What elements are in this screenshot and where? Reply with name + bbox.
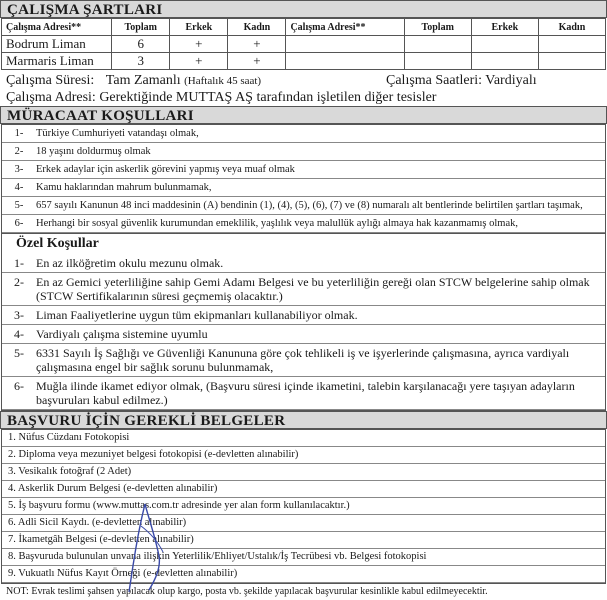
cell-empty <box>404 36 471 53</box>
cell-empty <box>538 53 605 70</box>
item-text: En az ilköğretim okulu mezunu olmak. <box>36 256 224 270</box>
note-text: NOT: Evrak teslimi şahsen yapılacak olup kargo, posta vb. şekilde yapılacak başvurular kesinlikle kabul edilmeyecektir. <box>6 586 488 597</box>
item-number: 4- <box>14 182 24 193</box>
col-header-female: Kadın <box>228 19 286 36</box>
document-item: 9. Vukuatlı Nüfus Kayıt Örneği (e-devletten alınabilir) <box>2 566 605 583</box>
item-text: Liman Faaliyetlerine uygun tüm ekipmanları kullanabiliyor olmak. <box>36 308 358 322</box>
working-hours: Çalışma Saatleri: Vardiyalı <box>386 73 537 88</box>
cell-empty <box>286 53 404 70</box>
document-item: 5. İş başvuru formu (www.muttas.com.tr adresinde yer alan form kullanılacaktır.) <box>2 498 605 515</box>
table-row <box>2 36 606 53</box>
col-header-female-2: Kadın <box>538 19 605 36</box>
item-number: 5- <box>14 200 24 211</box>
section-title-working-conditions: ÇALIŞMA ŞARTLARI <box>0 0 607 18</box>
col-header-address-2: Çalışma Adresi** <box>286 19 404 36</box>
list-item <box>2 325 605 344</box>
document-item: 7. İkametgâh Belgesi (e-devletten alınabilir) <box>2 532 605 549</box>
item-text: Muğla ilinde ikamet ediyor olmak, (Başvuru süresi içinde ikametini, talebin karşılanacağı yere taşıyan adayların başvuruları kabul edilmez.) <box>36 379 575 407</box>
cell-total: 6 <box>112 36 170 53</box>
duration-note: (Haftalık 45 saat) <box>184 75 262 87</box>
list-item <box>2 215 605 233</box>
list-item <box>2 143 605 161</box>
item-text: Herhangi bir sosyal güvenlik kurumundan emeklilik, yaşlılık veya malullük aylığı almaya hak kazanmamış olmak, <box>36 218 519 229</box>
col-header-total: Toplam <box>112 19 170 36</box>
item-number: 2- <box>14 275 24 289</box>
positions-table <box>1 18 606 70</box>
list-item <box>2 254 605 273</box>
item-number: 3- <box>14 164 24 175</box>
list-item <box>2 377 605 410</box>
document-item: 1. Nüfus Cüzdanı Fotokopisi <box>2 430 605 447</box>
item-number: 5- <box>14 346 24 360</box>
section-title-application-conditions: MÜRACAAT KOŞULLARI <box>0 106 607 124</box>
item-number: 2- <box>14 146 24 157</box>
col-header-total-2: Toplam <box>404 19 471 36</box>
document-item: 6. Adli Sicil Kaydı. (e-devletten alınabilir) <box>2 515 605 532</box>
item-text: En az Gemici yeterliliğine sahip Gemi Adamı Belgesi ve bu yeterliliğin gereği olan STCW belgelerine sahip olmak (STCW Sertifikalarının süresi geçmemiş olacaktır.) <box>36 275 590 303</box>
list-item <box>2 273 605 306</box>
document-item: 4. Askerlik Durum Belgesi (e-devletten alınabilir) <box>2 481 605 498</box>
cell-address: Bodrum Liman <box>2 36 112 53</box>
item-number: 4- <box>14 327 24 341</box>
item-number: 6- <box>14 218 24 229</box>
item-number: 3- <box>14 308 24 322</box>
item-number: 1- <box>14 128 24 139</box>
item-text: 6331 Sayılı İş Sağlığı ve Güvenliği Kanununa göre çok tehlikeli iş ve işyerlerinde çalışmasına, ayrıca vardiyalı çalışmasına engel bir sağlık sorunu bulunmamak, <box>36 346 570 374</box>
table-header-row <box>2 19 606 36</box>
special-conditions-title: Özel Koşullar <box>16 236 99 251</box>
required-documents-list <box>1 429 606 584</box>
duration-value: Tam Zamanlı <box>105 73 181 88</box>
col-header-male-2: Erkek <box>471 19 538 36</box>
cell-male: + <box>170 53 228 70</box>
document-item: 3. Vesikalık fotoğraf (2 Adet) <box>2 464 605 481</box>
section-title-required-documents: BAŞVURU İÇİN GEREKLİ BELGELER <box>0 411 607 429</box>
cell-empty <box>286 36 404 53</box>
list-item <box>2 197 605 215</box>
item-number: 6- <box>14 379 24 393</box>
item-text: Türkiye Cumhuriyeti vatandaşı olmak, <box>36 128 199 139</box>
application-conditions-list <box>1 124 606 234</box>
special-conditions-box <box>1 234 606 411</box>
col-header-address: Çalışma Adresi** <box>2 19 112 36</box>
cell-empty <box>404 53 471 70</box>
cell-empty <box>471 36 538 53</box>
item-text: 18 yaşını doldurmuş olmak <box>36 146 151 157</box>
working-duration-line <box>0 72 607 89</box>
working-address-line: Çalışma Adresi: Gerektiğinde MUTTAŞ AŞ tarafından işletilen diğer tesisler <box>6 90 437 105</box>
item-number: 1- <box>14 256 24 270</box>
cell-empty <box>471 53 538 70</box>
table-row <box>2 53 606 70</box>
document-item: 2. Diploma veya mezuniyet belgesi fotokopisi (e-devletten alınabilir) <box>2 447 605 464</box>
list-item <box>2 179 605 197</box>
item-text: Vardiyalı çalışma sistemine uyumlu <box>36 327 208 341</box>
document-item: 8. Başvuruda bulunulan unvana ilişkin Yeterlilik/Ehliyet/Ustalık/İş Tecrübesi vb. Belgesi fotokopisi <box>2 549 605 566</box>
special-conditions-list <box>2 254 605 410</box>
list-item <box>2 125 605 143</box>
cell-female: + <box>228 36 286 53</box>
item-text: Erkek adaylar için askerlik görevini yapmış veya muaf olmak <box>36 164 295 175</box>
duration-label: Çalışma Süresi: <box>6 73 95 88</box>
cell-female: + <box>228 53 286 70</box>
col-header-male: Erkek <box>170 19 228 36</box>
cell-male: + <box>170 36 228 53</box>
item-text: 657 sayılı Kanunun 48 inci maddesinin (A) bendinin (1), (4), (5), (6), (7) ve (8) numaralı alt bentlerinde belirtilen şartları taşımak, <box>36 200 583 211</box>
cell-address: Marmaris Liman <box>2 53 112 70</box>
item-text: Kamu haklarından mahrum bulunmamak, <box>36 182 212 193</box>
cell-empty <box>538 36 605 53</box>
list-item <box>2 306 605 325</box>
list-item <box>2 161 605 179</box>
list-item <box>2 344 605 377</box>
cell-total: 3 <box>112 53 170 70</box>
